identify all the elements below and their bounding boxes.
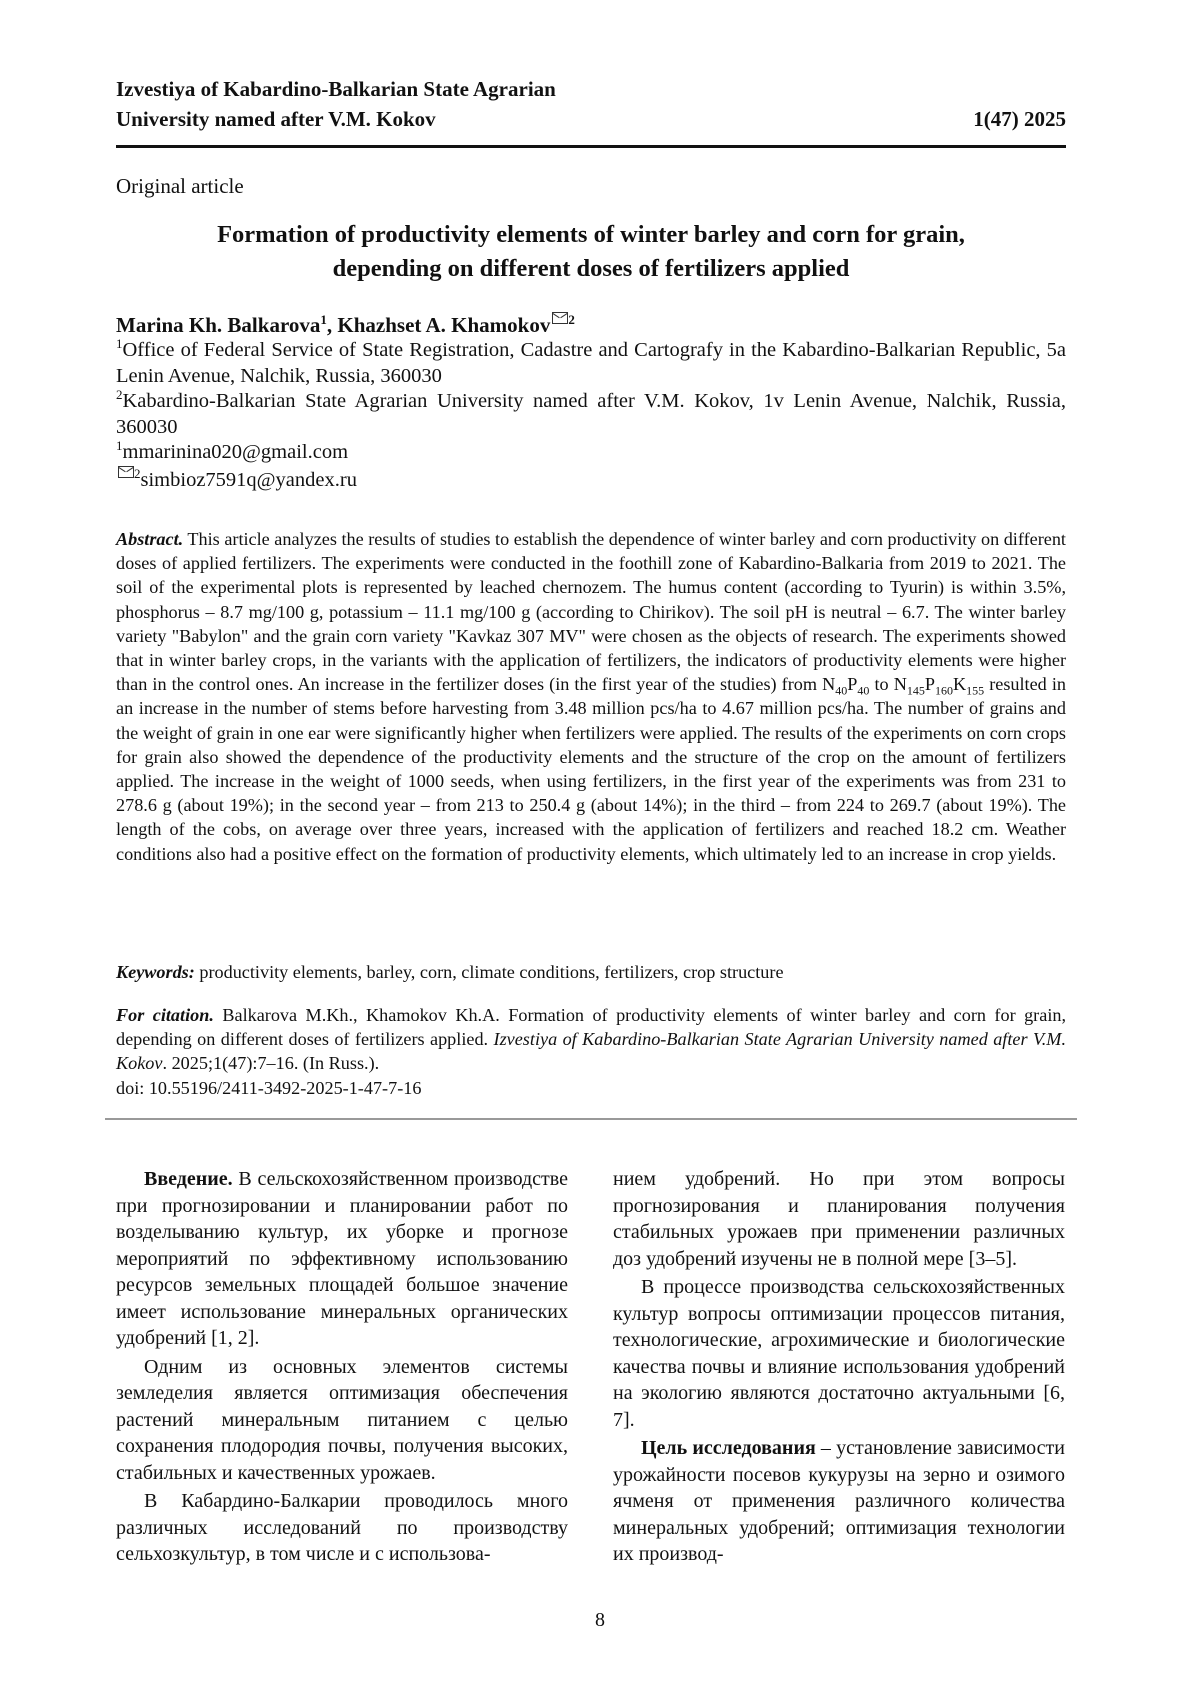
goal-heading: Цель исследования [641, 1437, 816, 1459]
affiliation-1-sup: 1 [116, 336, 123, 352]
author-1-sup: 1 [320, 312, 327, 327]
body-paragraph-5: В процессе производства сельскохозяйственных культур вопросы оптимизации процессов питания, технологические, агрохимические и биологические качества почвы и влияние использования удобрений на экологию являются достаточно актуальными [6, 7]. [613, 1276, 1065, 1431]
citation-text-2: . 2025;1(47):7–16. (In Russ.). [162, 1053, 380, 1074]
envelope-icon [118, 466, 134, 478]
keywords-text: productivity elements, barley, corn, climate conditions, fertilizers, crop structure [194, 962, 784, 982]
goal-text: – установление зависимости урожайности посевов кукурузы на зерно и озимого ячменя от применения различного количества минеральных удобрений; оптимизация технологии их производ- [613, 1437, 1065, 1565]
doi[interactable]: doi: 10.55196/2411-3492-2025-1-47-7-16 [116, 1077, 422, 1098]
envelope-icon [552, 312, 568, 324]
citation-text-1: Balkarova M.Kh., Khamokov Kh.A. Formation of productivity elements of winter barley and corn for grain, depending on different doses of fertilizers applied. [116, 1005, 1067, 1050]
goal-paragraph [613, 1435, 1065, 1568]
intro-paragraph [116, 1166, 568, 1352]
abstract [116, 527, 1066, 866]
body-paragraph-3: В Кабардино-Балкарии проводилось много различных исследований по производству сельхозкультур, в том числе и с использова- [116, 1490, 568, 1565]
section-divider [105, 1118, 1077, 1120]
affiliation-2-sup: 2 [116, 387, 123, 403]
formula-n2-sub: 145 [906, 683, 925, 698]
citation-journal: Izvestiya of Kabardino-Balkarian State Agrarian University named after V.M. Kokov [116, 1029, 1066, 1074]
citation [116, 1003, 1066, 1100]
affiliation-1 [116, 338, 1066, 389]
issue-number: 1(47) 2025 [973, 107, 1066, 131]
title-line1: Formation of productivity elements of winter barley and corn for grain, [217, 221, 965, 248]
affiliation-2 [116, 389, 1066, 440]
body-column-left [116, 1166, 568, 1570]
journal-name-line2: University named after V.M. Kokov [116, 107, 436, 131]
affiliation-2-text: Kabardino-Balkarian State Agrarian University named after V.M. Kokov, 1v Lenin Avenue, Nalchik, Russia, 360030 [116, 390, 1066, 438]
author-1: Marina Kh. Balkarova [116, 313, 321, 337]
keywords-label: Keywords: [116, 962, 195, 982]
formula-p2: P [924, 674, 935, 695]
formula-p1: P [847, 674, 858, 695]
intro-text: В сельскохозяйственном производстве при прогнозировании и планировании работ по возделыванию культур, их уборке и прогнозе мероприятий по эффективному использованию ресурсов земельных площадей большое значение имеет использование минеральных органических удобрений [1, 2]. [116, 1168, 568, 1349]
author-2-sup: 2 [568, 312, 575, 327]
formula-n1: N [822, 674, 836, 695]
abstract-label: Abstract [116, 529, 179, 549]
citation-label: For citation [116, 1005, 210, 1025]
page-number: 8 [595, 1609, 605, 1631]
body-paragraph-4: нием удобрений. Но при этом вопросы прогнозирования и планирования получения стабильных урожаев при применении различных доз удобрений изучены не в полной мере [3–5]. [613, 1168, 1065, 1270]
title-line2: depending on different doses of fertilizers applied [332, 255, 850, 282]
abstract-text-1: This article analyzes the results of studies to establish the dependence of winter barley and corn productivity on different doses of applied fertilizers. The experiments were conducted in the foothill zone of Kabardino-Balkaria from 2019 to 2021. The soil of the experimental plots is represented by leached chernozem. The humus content (according to Tyurin) is within 3.5%, phosphorus – 8.7 mg/100 g, potassium – 11.1 mg/100 g (according to Chirikov). The soil pH is neutral – 6.7. The winter barley variety "Babylon" and the grain corn variety "Kavkaz 307 MV" were chosen as the objects of research. The experiments showed that in winter barley crops, in the variants with the application of fertilizers, the indicators of productivity elements were higher than in the control ones. An increase in the fertilizer doses (in the first year of the studies) from [116, 529, 1066, 695]
header-divider [116, 145, 1066, 148]
email-2-link[interactable]: simbioz7591q@yandex.ru [140, 468, 357, 491]
journal-name-line1: Izvestiya of Kabardino-Balkarian State Agrarian [116, 77, 556, 101]
formula-to: to [869, 674, 894, 695]
article-type: Original article [116, 174, 244, 198]
formula-k2-sub: 155 [966, 683, 985, 698]
email-1 [116, 440, 1066, 466]
author-names [116, 312, 1066, 338]
formula-p1-sub: 40 [857, 683, 870, 698]
formula-n2: N [893, 674, 907, 695]
body-column-right [613, 1166, 1065, 1570]
journal-header [116, 74, 1066, 134]
keywords [116, 960, 1066, 984]
affiliation-1-text: Office of Federal Service of State Registration, Cadastre and Cartografy in the Kabardino-Balkarian Republic, 5a Lenin Avenue, Nalchik, Russia, 360030 [116, 339, 1066, 387]
author-separator: , [326, 313, 338, 337]
abstract-label-dot: . [178, 529, 184, 549]
abstract-text-2: resulted in an increase in the number of stems before harvesting from 3.48 million pcs/ha to 4.67 million pcs/ha. The number of grains and the weight of grain in one ear were significantly higher when fertilizers were applied. The results of the experiments on corn crops for grain also showed the dependence of the productivity elements and the structure of the crop on the amount of fertilizers applied. The increase in the weight of 1000 seeds, when using fertilizers, in the first year of the experiments was from 231 to 278.6 g (about 19%); in the second year – from 213 to 250.4 g (about 14%); in the third – from 224 to 269.7 (about 19%). The length of the cobs, on average over three years, increased with the application of fertilizers and reached 18.2 cm. Weather conditions also had a positive effect on the formation of productivity elements, which ultimately led to an increase in crop yields. [116, 674, 1066, 864]
email-2-sup: 2 [134, 465, 141, 481]
article-title [116, 218, 1066, 286]
formula-k2: K [952, 674, 967, 695]
email-1-link[interactable]: mmarinina020@gmail.com [122, 441, 349, 463]
email-1-sup: 1 [116, 438, 123, 454]
citation-label-dot: . [209, 1005, 214, 1025]
body-paragraph-2: Одним из основных элементов системы земледелия является оптимизация обеспечения растений минеральным питанием с целью сохранения плодородия почвы, получения высоких, стабильных и качественных урожаев. [116, 1355, 568, 1484]
formula-p2-sub: 160 [934, 683, 953, 698]
intro-heading: Введение. [144, 1168, 233, 1190]
email-2 [116, 466, 1066, 493]
author-2: Khazhset A. Khamokov [337, 313, 551, 337]
authors-block [116, 312, 1066, 493]
formula-n1-sub: 40 [835, 683, 848, 698]
